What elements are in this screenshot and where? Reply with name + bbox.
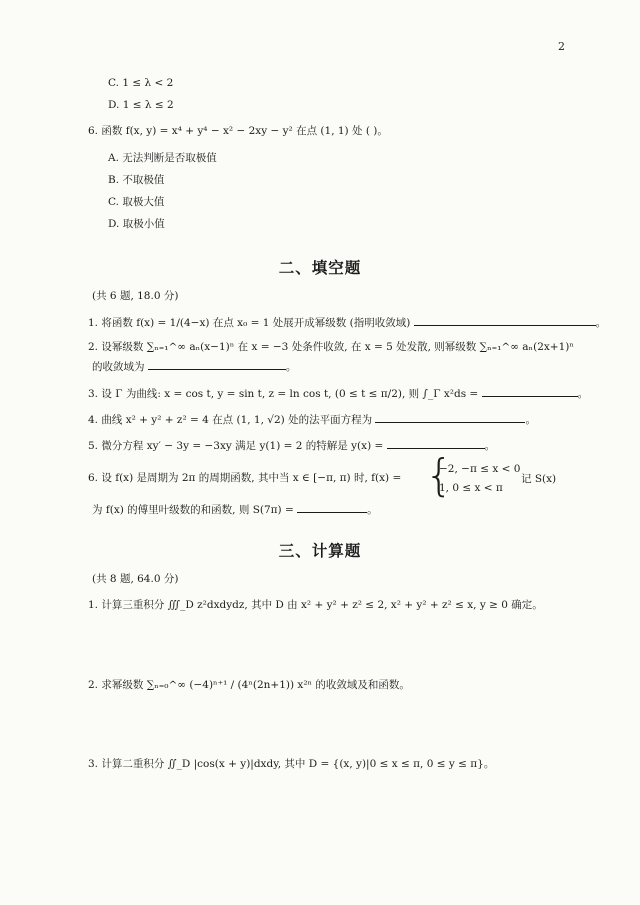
answer-blank-6[interactable]: [297, 501, 367, 513]
fill-question-1: 1. 将函数 f(x) = 1/(4−x) 在点 x₀ = 1 处展开成幂级数 (指明收敛域) 。: [88, 314, 606, 330]
fill-question-3: 3. 设 Γ 为曲线: x = cos t, y = sin t, z = ln cos t, (0 ≤ t ≤ π/2), 则 ∫_Γ x²ds = 。: [88, 385, 588, 401]
answer-blank-5[interactable]: [387, 437, 485, 449]
fill-question-1-text: 1. 将函数 f(x) = 1/(4−x) 在点 x₀ = 1 处展开成幂级数 (指明收敛域): [88, 317, 411, 329]
fill-question-2-text: 的收敛域为: [92, 361, 145, 373]
section-2-title: 二、填空题: [278, 258, 362, 277]
calc-question-1: 1. 计算三重积分 ∭_D z²dxdydz, 其中 D 由 x² + y² + z² ≤ 2, x² + y² + z² ≤ x, y ≥ 0 确定。: [88, 599, 543, 611]
page-number: 2: [558, 40, 565, 53]
fill-question-2-line1: 2. 设幂级数 ∑ₙ₌₁^∞ aₙ(x−1)ⁿ 在 x = −3 处条件收敛, 在 x = 5 处发散, 则幂级数 ∑ₙ₌₁^∞ aₙ(2x+1)ⁿ: [88, 341, 574, 353]
option-c-q5: C. 1 ≤ λ < 2: [108, 77, 174, 89]
fill-question-6-text: 为 f(x) 的傅里叶级数的和函数, 则 S(7π) =: [92, 504, 294, 516]
answer-blank-1[interactable]: [414, 314, 596, 326]
fill-question-5: 5. 微分方程 xy′ − 3y = −3xy 满足 y(1) = 2 的特解是 y(x) = 。: [88, 437, 495, 453]
option-d-q6: D. 取极小值: [108, 218, 165, 230]
fill-question-6-line1: 6. 设 f(x) 是周期为 2π 的周期函数, 其中当 x ∈ [−π, π) 时, f(x) =: [88, 472, 402, 484]
section-2-info: (共 6 题, 18.0 分): [92, 290, 179, 302]
option-d-q5: D. 1 ≤ λ ≤ 2: [108, 99, 174, 111]
answer-blank-2[interactable]: [148, 358, 286, 370]
option-a-q6: A. 无法判断是否取极值: [108, 152, 217, 164]
fill-question-2-line2: 的收敛域为 。: [92, 358, 296, 374]
fill-question-6-line2: 为 f(x) 的傅里叶级数的和函数, 则 S(7π) = 。: [92, 501, 378, 517]
answer-blank-4[interactable]: [375, 411, 525, 423]
fill-question-4: 4. 曲线 x² + y² + z² = 4 在点 (1, 1, √2) 处的法平面方程为 。: [88, 411, 536, 427]
section-3-title: 三、计算题: [278, 541, 362, 560]
answer-blank-3[interactable]: [482, 385, 578, 397]
fill-question-4-text: 4. 曲线 x² + y² + z² = 4 在点 (1, 1, √2) 处的法平面方程为: [88, 414, 373, 426]
option-c-q6: C. 取极大值: [108, 196, 165, 208]
option-b-q6: B. 不取极值: [108, 174, 165, 186]
piecewise-function: [425, 450, 535, 501]
calc-question-3: 3. 计算二重积分 ∬_D |cos(x + y)|dxdy, 其中 D = {(x, y)|0 ≤ x ≤ π, 0 ≤ y ≤ π}。: [88, 758, 495, 770]
piecewise-case-1: −2, −π ≤ x < 0: [439, 463, 521, 475]
section-3-info: (共 8 题, 64.0 分): [92, 573, 179, 585]
piecewise-case-2: 1, 0 ≤ x < π: [439, 482, 503, 494]
calc-question-2: 2. 求幂级数 ∑ₙ₌₀^∞ (−4)ⁿ⁺¹ / (4ⁿ(2n+1)) x²ⁿ 的收敛域及和函数。: [88, 679, 410, 691]
question-6-stem: 6. 函数 f(x, y) = x⁴ + y⁴ − x² − 2xy − y² 在点 (1, 1) 处 ( )。: [88, 125, 388, 137]
fill-question-5-text: 5. 微分方程 xy′ − 3y = −3xy 满足 y(1) = 2 的特解是 y(x) =: [88, 440, 384, 452]
fill-question-6-tail: 记 S(x): [521, 473, 557, 485]
left-brace-icon: {: [425, 450, 453, 501]
fill-question-3-text: 3. 设 Γ 为曲线: x = cos t, y = sin t, z = ln cos t, (0 ≤ t ≤ π/2), 则 ∫_Γ x²ds =: [88, 388, 479, 400]
